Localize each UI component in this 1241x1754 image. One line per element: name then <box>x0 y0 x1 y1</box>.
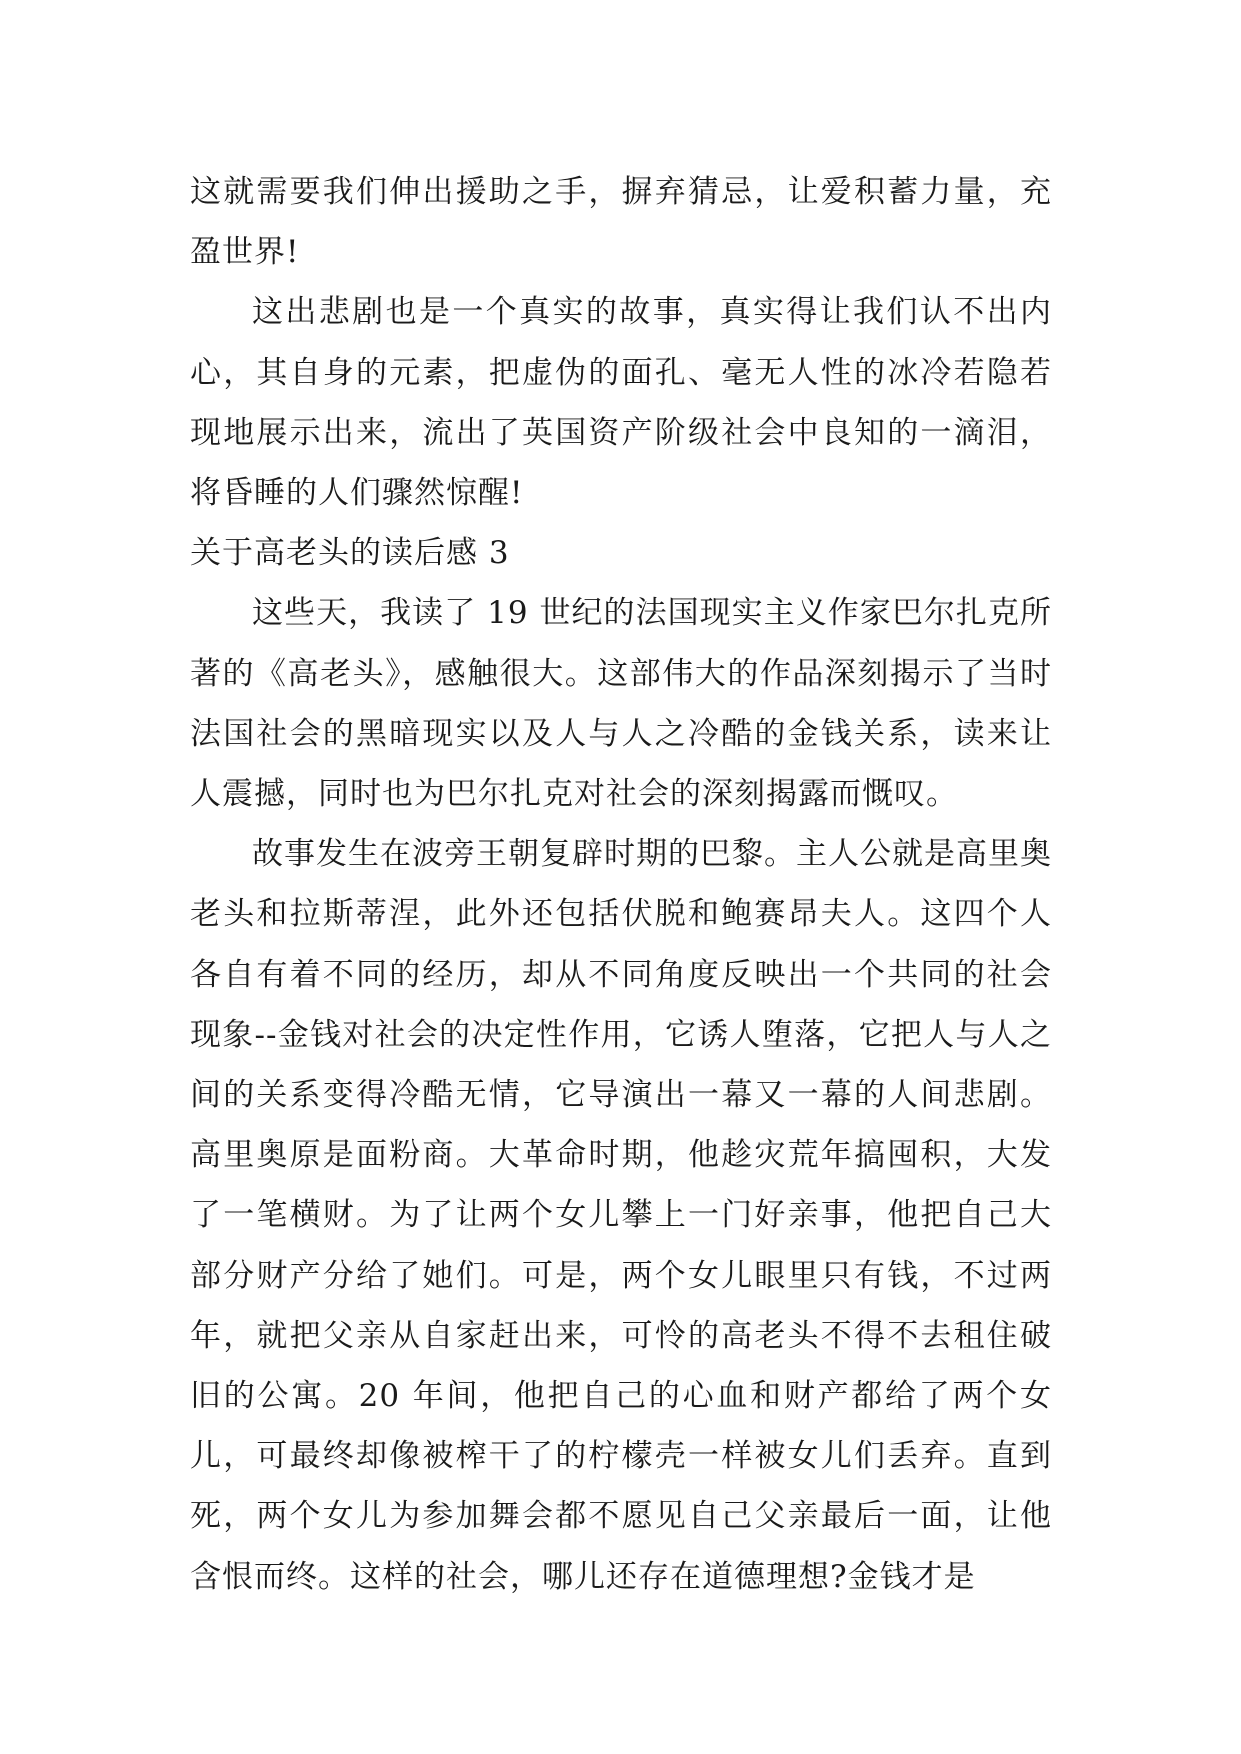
paragraph-3: 这些天，我读了 19 世纪的法国现实主义作家巴尔扎克所著的《高老头》，感触很大。这部伟大的作品深刻揭示了当时法国社会的黑暗现实以及人与人之冷酷的金钱关系，读来让人震撼，同时也为巴尔扎克对社会的深刻揭露而慨叹。 <box>190 595 1052 813</box>
paragraph-2: 这出悲剧也是一个真实的故事，真实得让我们认不出内心，其自身的元素，把虚伪的面孔、毫无人性的冰冷若隐若现地展示出来，流出了英国资产阶级社会中良知的一滴泪，将昏睡的人们骤然惊醒! <box>190 294 1052 512</box>
paragraph-4: 故事发生在波旁王朝复辟时期的巴黎。主人公就是高里奥老头和拉斯蒂涅，此外还包括伏脱和鲍赛昂夫人。这四个人各自有着不同的经历，却从不同角度反映出一个共同的社会现象--金钱对社会的决定性作用，它诱人堕落，它把人与人之间的关系变得冷酷无情，它导演出一幕又一幕的人间悲剧。高里奥原是面粉商。大革命时期，他趁灾荒年搞囤积，大发了一笔横财。为了让两个女儿攀上一门好亲事，他把自己大部分财产分给了她们。可是，两个女儿眼里只有钱，不过两年，就把父亲从自家赶出来，可怜的高老头不得不去租住破旧的公寓。20 年间，他把自己的心血和财产都给了两个女儿，可最终却像被榨干了的柠檬壳一样被女儿们丢弃。直到死，两个女儿为参加舞会都不愿见自己父亲最后一面，让他含恨而终。这样的社会，哪儿还存在道德理想?金钱才是 <box>190 836 1052 1595</box>
section-title: 关于高老头的读后感 3 <box>190 535 510 572</box>
document-body <box>190 162 1052 1607</box>
paragraph-1: 这就需要我们伸出援助之手，摒弃猜忌，让爱积蓄力量，充盈世界! <box>190 174 1052 271</box>
